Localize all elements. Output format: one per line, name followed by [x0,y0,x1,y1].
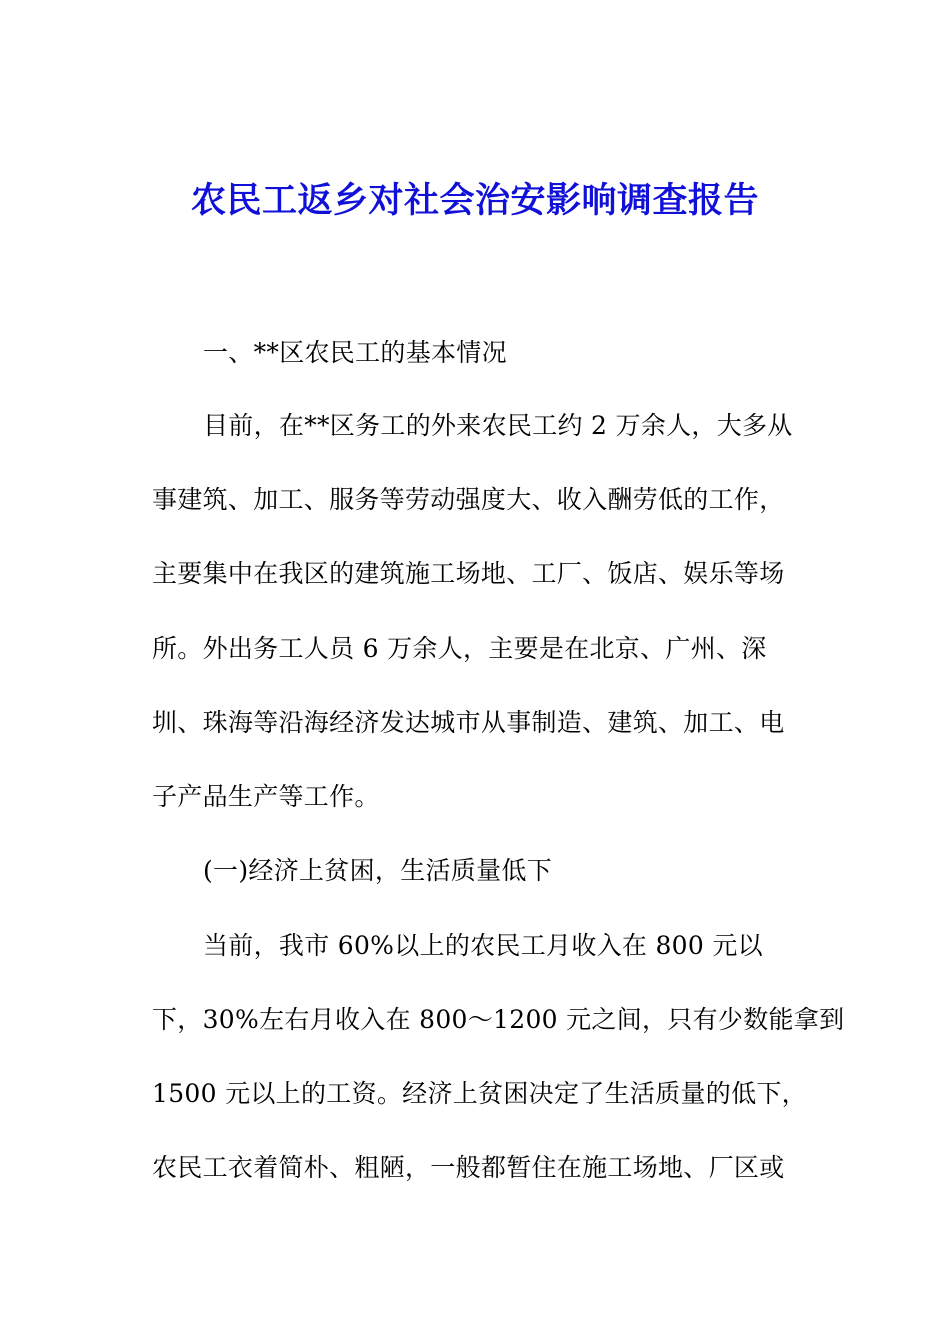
paragraph-line: 目前，在**区务工的外来农民工约 2 万余人，大多从 [203,411,793,440]
document-title: 农民工返乡对社会治安影响调查报告 [190,181,759,221]
paragraph-line: 事建筑、加工、服务等劳动强度大、收入酬劳低的工作， [152,485,785,514]
paragraph-line: 子产品生产等工作。 [152,782,380,811]
subsection-heading: (一)经济上贫困，生活质量低下 [203,856,553,885]
paragraph-line: 圳、珠海等沿海经济发达城市从事制造、建筑、加工、电 [152,708,785,737]
paragraph-line: 1500 元以上的工资。经济上贫困决定了生活质量的低下， [152,1079,807,1108]
paragraph-line: 所。外出务工人员 6 万余人，主要是在北京、广州、深 [152,634,767,663]
paragraph-line: 下，30%左右月收入在 800～1200 元之间，只有少数能拿到 [152,1005,845,1034]
section-heading: 一、**区农民工的基本情况 [203,338,507,367]
paragraph-line: 当前，我市 60%以上的农民工月收入在 800 元以 [203,931,763,960]
paragraph-line: 主要集中在我区的建筑施工场地、工厂、饭店、娱乐等场 [152,559,785,588]
paragraph-line: 农民工衣着简朴、粗陋，一般都暂住在施工场地、厂区或 [152,1153,785,1182]
